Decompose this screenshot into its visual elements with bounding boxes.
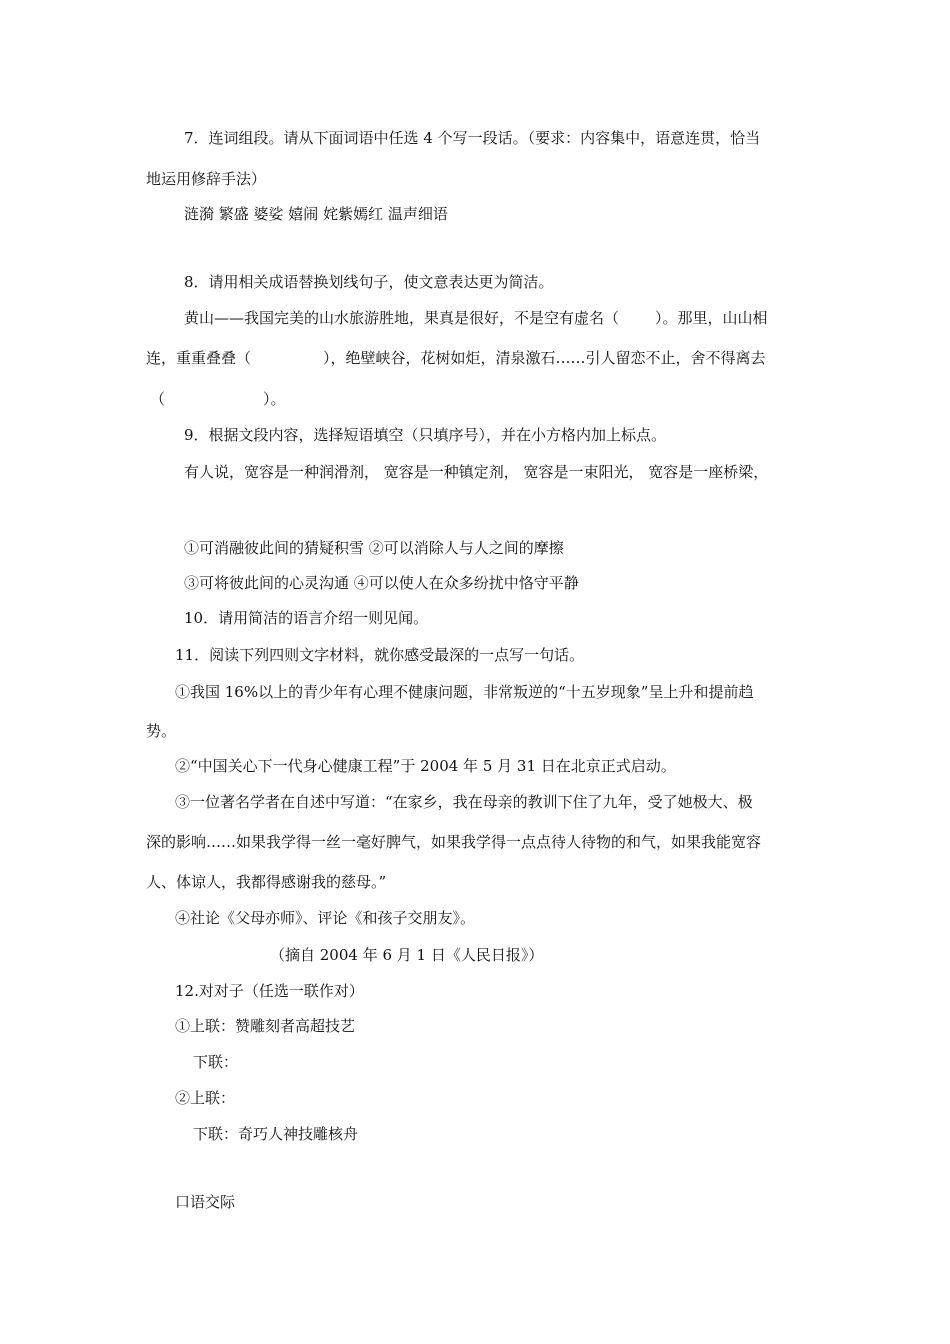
q8-line-2-text-b: ），绝壁峡谷，花树如炬，清泉激石……引人留恋不止，舍不得离去: [323, 349, 766, 367]
q8-line-1-text-b: ）。那里，山山相: [655, 309, 768, 327]
q12-pair-1-upper: ①上联：赞雕刻者高超技艺: [175, 1017, 356, 1035]
q12-title: 12.对对子（任选一联作对）: [175, 982, 364, 1000]
q11-material-2: ②“中国关心下一代身心健康工程”于 2004 年 5 月 31 日在北京正式启动。: [175, 757, 676, 775]
q11-material-1-line-2: 势。: [146, 722, 177, 740]
q7-line-1: 7．连词组段。请从下面词语中任选 4 个写一段话。（要求：内容集中，语意连贯，恰当: [184, 129, 761, 147]
q8-line-2: [146, 348, 766, 368]
q8-line-2-text-a: 连，重重叠叠（: [146, 349, 252, 367]
q8-title: 8．请用相关成语替换划线句子，使文意表达更为简洁。: [184, 273, 554, 291]
q8-line-1: [184, 308, 768, 328]
q10-title: 10．请用简洁的语言介绍一则见闻。: [184, 609, 429, 627]
q12-pair-1-lower: 下联：: [193, 1053, 239, 1071]
q11-material-4: ④社论《父母亦师》、评论《和孩子交朋友》。: [175, 909, 476, 927]
q9-options-1: ①可消融彼此间的猜疑积雪 ②可以消除人与人之间的摩擦: [184, 539, 564, 557]
q9-passage: 有人说，宽容是一种润滑剂， 宽容是一种镇定剂， 宽容是一束阳光， 宽容是一座桥梁，: [184, 463, 769, 481]
q11-material-3-line-2: 深的影响……如果我学得一丝一毫好脾气，如果我学得一点点待人待物的和气，如果我能宽容: [146, 833, 762, 851]
q8-line-3-text-b: ）。: [263, 390, 286, 408]
q8-line-3: [150, 389, 286, 409]
q11-title: 11．阅读下列四则文字材料，就你感受最深的一点写一句话。: [175, 646, 585, 664]
q7-line-2: 地运用修辞手法）: [146, 170, 267, 188]
q11-material-1-line-1: ①我国 16%以上的青少年有心理不健康问题，非常叛逆的“十五岁现象”呈上升和提前趋: [175, 683, 754, 701]
q9-options-2: ③可将彼此间的心灵沟通 ④可以使人在众多纷扰中恪守平静: [184, 574, 579, 592]
q12-pair-2-upper: ②上联：: [175, 1089, 236, 1107]
q7-word-list: 涟漪 繁盛 婆娑 嬉闹 姹紫嫣红 温声细语: [184, 205, 448, 223]
q12-pair-2-lower: 下联：奇巧人神技雕核舟: [193, 1125, 359, 1143]
q11-source-note: （摘自 2004 年 6 月 1 日《人民日报》）: [270, 946, 544, 964]
q9-title: 9．根据文段内容，选择短语填空（只填序号），并在小方格内加上标点。: [184, 426, 667, 444]
q8-line-1-text-a: 黄山——我国完美的山水旅游胜地，果真是很好，不是空有虚名（: [184, 309, 620, 327]
section-heading-oral-communication: 口语交际: [175, 1193, 236, 1211]
q8-line-3-text-a: （: [150, 390, 166, 408]
q11-material-3-line-1: ③一位著名学者在自述中写道：“在家乡，我在母亲的教训下住了九年，受了她极大、极: [175, 793, 753, 811]
q11-material-3-line-3: 人、体谅人，我都得感谢我的慈母。”: [146, 873, 387, 891]
